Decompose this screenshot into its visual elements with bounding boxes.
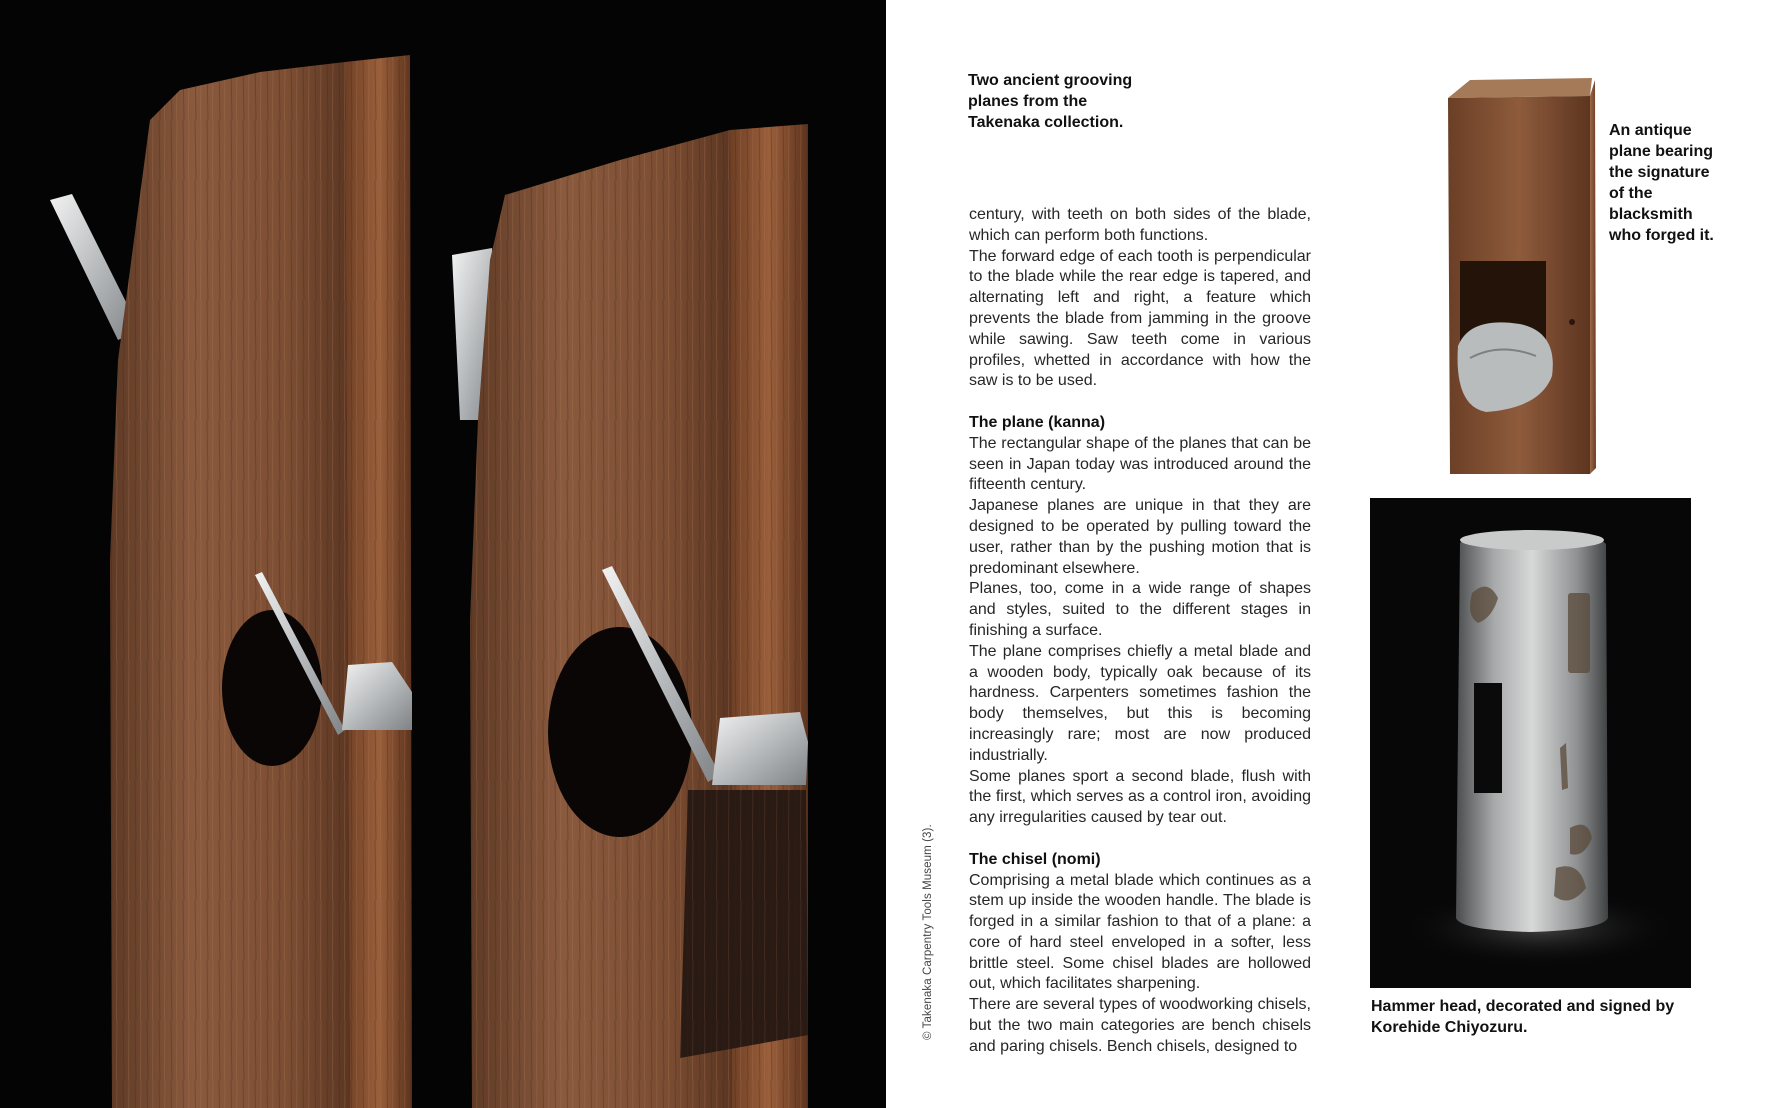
paragraph: Japanese planes are unique in that they are designed to be operated by pulling toward the user, rather than by the pushing motion that is predominant elsewhere. (969, 497, 1311, 577)
paragraph: The forward edge of each tooth is perpendicular to the blade while the rear edge is tapered, and alternating left and right, a feature which prevents the blade from jamming in the groove while sawing. Saw teeth come in various profiles, whetted in accordance with how the saw is to be used. (969, 247, 1311, 390)
paragraph: There are several types of woodworking chisels, but the two main categories are bench chisels and paring chisels. Bench chisels, designed to (969, 996, 1311, 1055)
caption-antique-plane: An antique plane bearing the signature of the blacksmith who forged it. (1609, 122, 1714, 244)
section-heading-plane: The plane (kanna) (969, 413, 1106, 431)
paragraph: The plane comprises chiefly a metal blade and a wooden body, typically oak because of its hardness. Carpenters sometimes fashion the body themselves, but this is becoming increasingly rare; most are now produced industrially. (969, 642, 1311, 764)
right-plane (452, 124, 808, 1108)
body-text-column (969, 205, 1311, 1058)
caption-grooving-planes: Two ancient grooving planes from the Takenaka collection. (968, 72, 1133, 131)
antique-plane-illustration (1440, 76, 1600, 476)
paragraph: Comprising a metal blade which continues as a stem up inside the wooden handle. The blade is forged in a similar fashion to that of a plane: a core of hard steel enveloped in a softer, less brittle steel. Some chisel blades are hollowed out, which facilitates sharpening. (969, 871, 1311, 993)
antique-plane-photo (1440, 76, 1600, 476)
photo-credit: © Takenaka Carpentry Tools Museum (3). (922, 824, 934, 1040)
paragraph: century, with teeth on both sides of the blade, which can perform both functions. (969, 206, 1311, 244)
hammer-head-photo (1370, 498, 1691, 988)
paragraph: The rectangular shape of the planes that can be seen in Japan today was introduced around the fifteenth century. (969, 434, 1311, 494)
paragraph: Planes, too, come in a wide range of shapes and styles, suited to the different stages in finishing a surface. (969, 580, 1311, 639)
caption-hammer-head: Hammer head, decorated and signed by Korehide Chiyozuru. (1371, 998, 1675, 1036)
paragraph: Some planes sport a second blade, flush with the first, which serves as a control iron, avoiding any irregularities caused by tear out. (969, 767, 1311, 827)
section-heading-chisel: The chisel (nomi) (969, 850, 1101, 868)
hammer-head-illustration (1370, 498, 1691, 988)
